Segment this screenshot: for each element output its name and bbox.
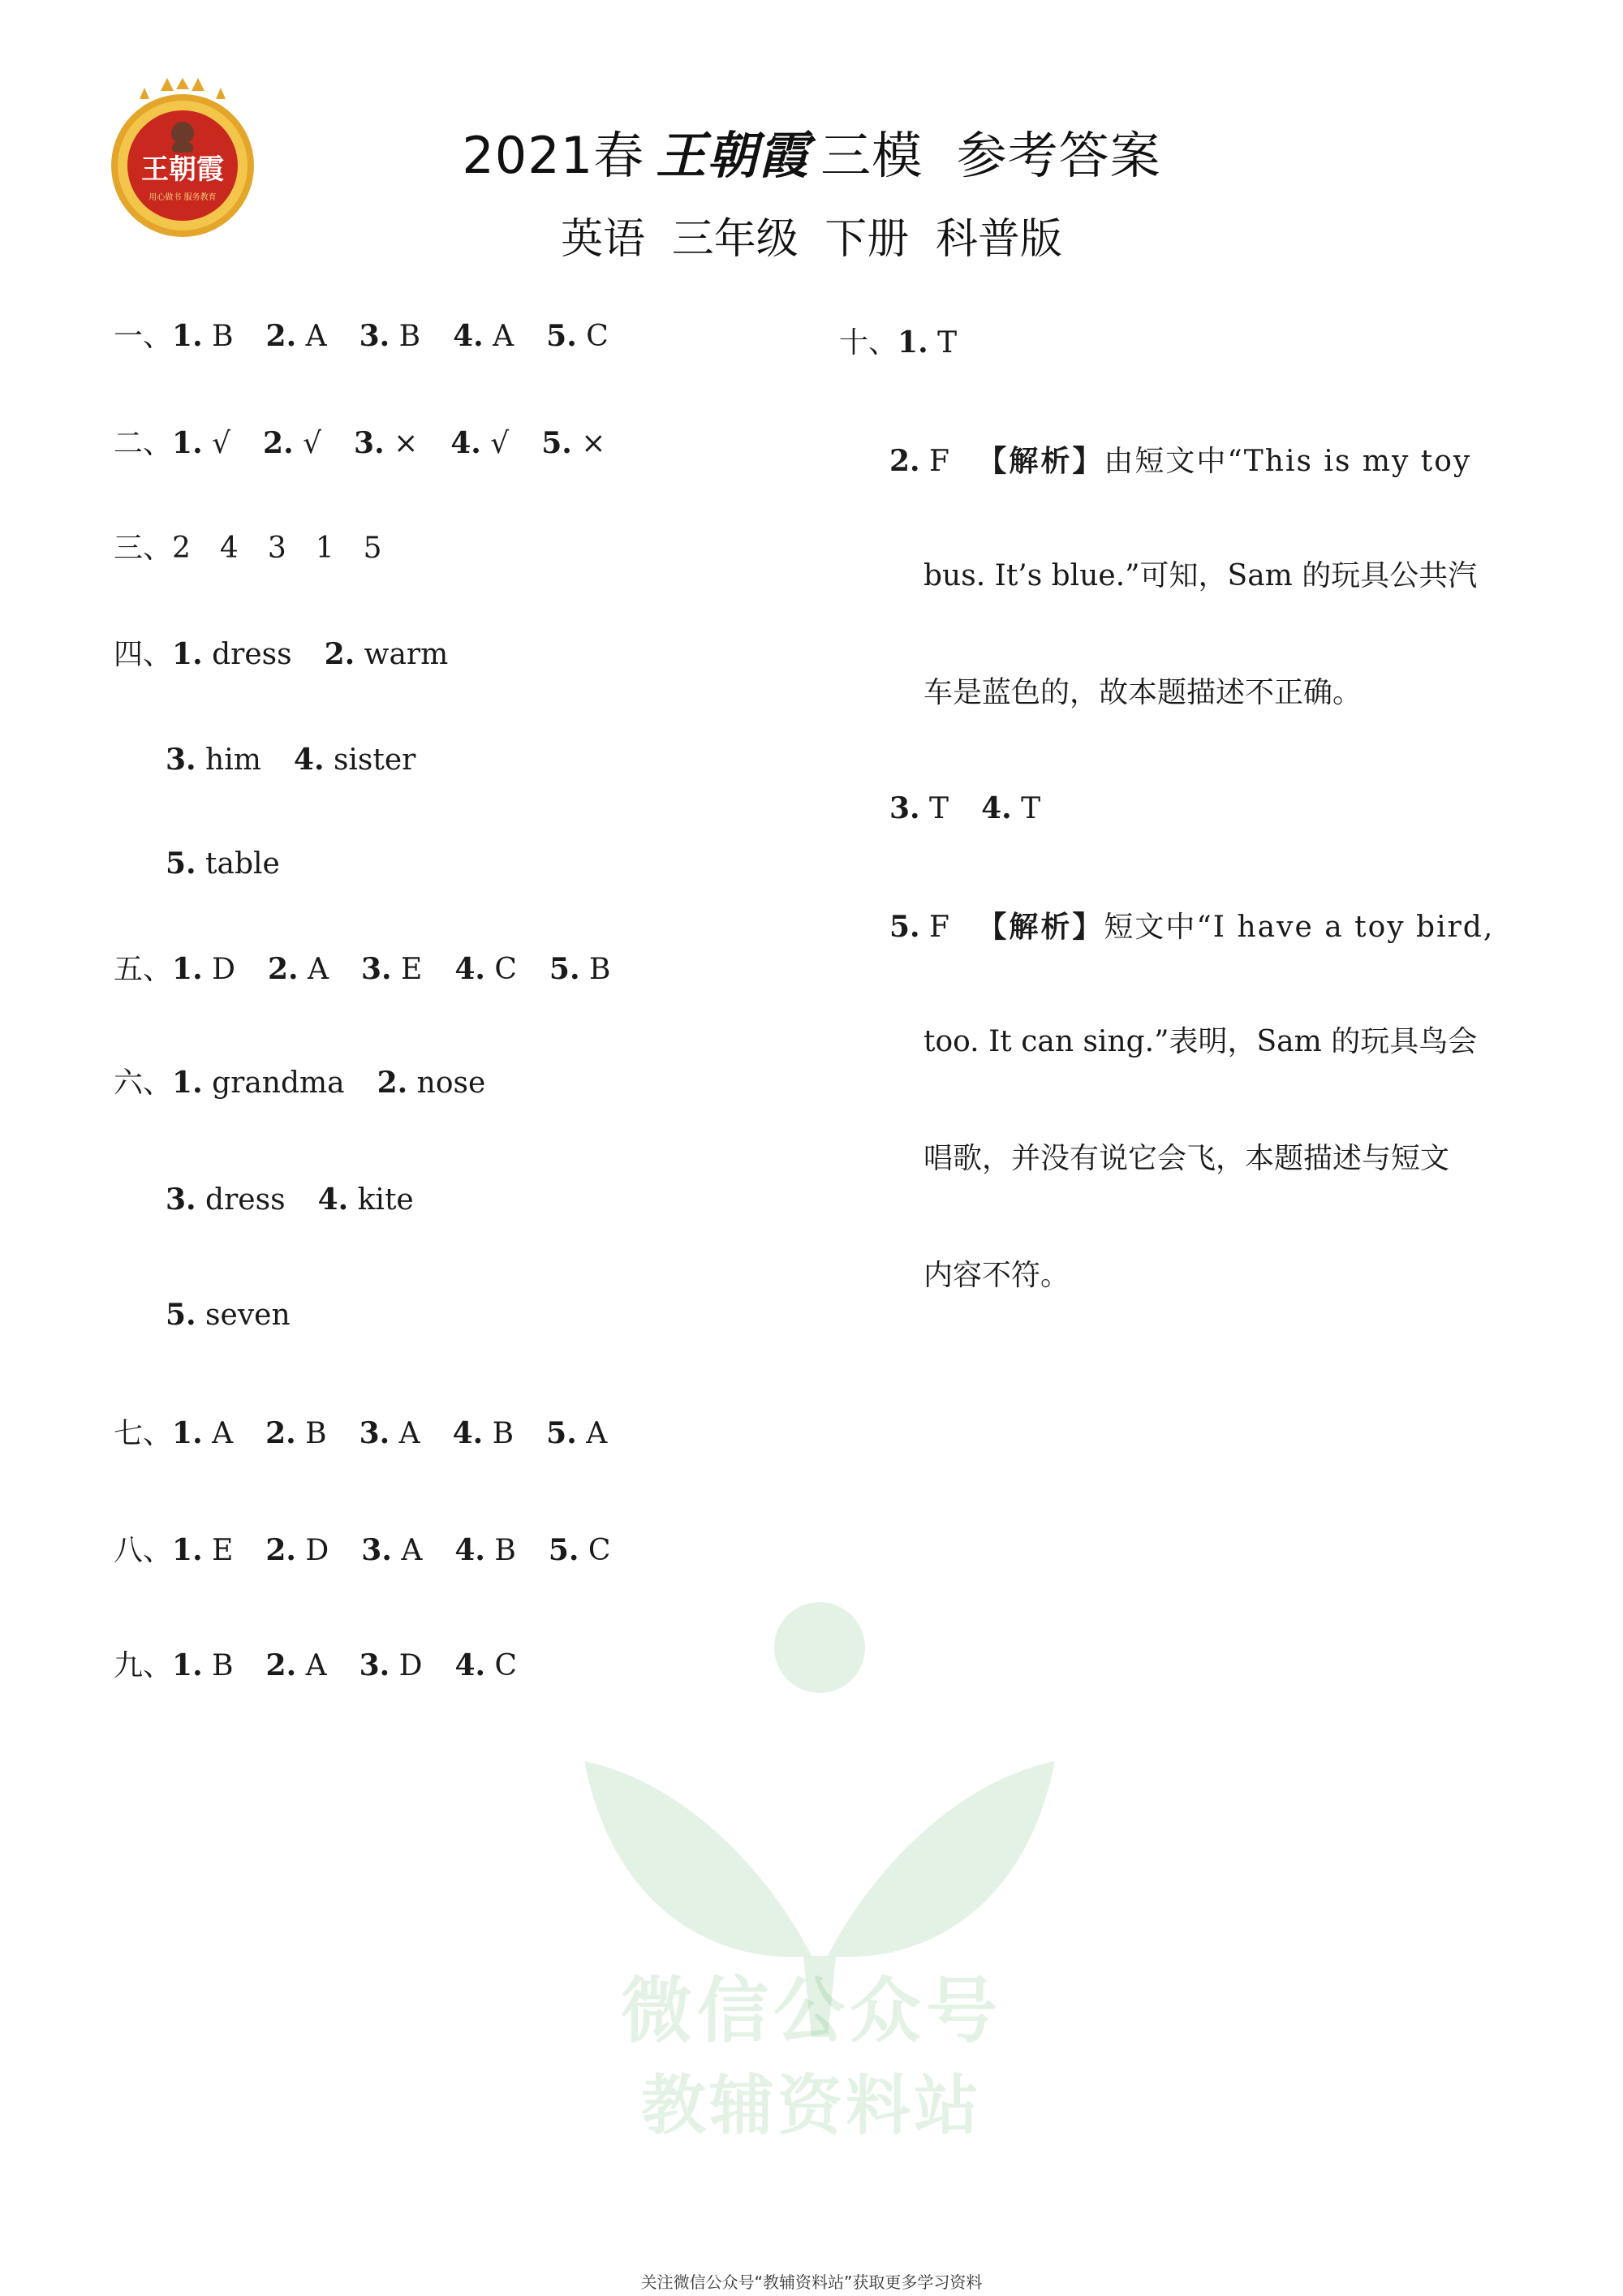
explanation-2-line1 (889, 443, 1471, 480)
answer-value: T (937, 326, 958, 360)
answer-row-q2 (114, 425, 638, 462)
answer-item: 1. √ (172, 426, 231, 460)
explanation-2-line2: bus. It’s blue.”可知，Sam 的玩具公共汽 (923, 559, 1478, 592)
answer-item: 3. E (360, 952, 423, 986)
answer-value: F (929, 445, 950, 478)
answer-item: 1 (315, 532, 334, 565)
answer-item: 4. sister (293, 743, 416, 777)
answer-item: 4. kite (317, 1182, 414, 1217)
answer-number: 1. (898, 325, 928, 360)
analysis-tag: 【解析】 (977, 910, 1104, 944)
answer-item: 5. × (541, 426, 606, 460)
section-label: 一、 (114, 320, 173, 353)
answer-item: 2. nose (377, 1066, 486, 1100)
answer-item: 5. seven (166, 1298, 291, 1332)
answer-item: 1. B (172, 319, 234, 353)
watermark-text-2: 教辅资料站 (641, 2068, 982, 2143)
answer-row-q9 (114, 1648, 549, 1684)
section-label: 五、 (114, 953, 173, 986)
explanation-text: 由短文中“This is my toy (1104, 445, 1472, 478)
analysis-tag: 【解析】 (977, 444, 1104, 478)
answer-item: 3. A (361, 1533, 423, 1567)
answer-item: 1. A (172, 1416, 234, 1450)
answer-item: 2. B (265, 1416, 327, 1450)
answer-number: 5. (889, 910, 920, 944)
answer-item: 3. T (889, 791, 949, 825)
section-label: 六、 (114, 1066, 173, 1100)
explanation-text: 短文中“I have a toy bird, (1104, 911, 1495, 944)
answer-row-q7 (114, 1415, 639, 1452)
answer-item: 4 (219, 532, 239, 565)
answer-item: 1. grandma (172, 1066, 345, 1100)
answer-row-q1 (114, 318, 641, 355)
answer-item: 3 (267, 532, 286, 565)
answer-row-q10-34 (889, 790, 1073, 827)
answer-item: 5. B (549, 952, 611, 986)
title-exam: 三模 (820, 126, 923, 185)
title-year: 2021春 (462, 126, 645, 185)
explanation-5-line1 (889, 909, 1494, 946)
section-label: 三、 (114, 532, 173, 565)
answer-item: 1. D (172, 952, 235, 986)
title-doc: 参考答案 (956, 126, 1161, 185)
explanation-5-line3: 唱歌，并没有说它会飞，本题描述与短文 (923, 1142, 1450, 1175)
explanation-5-line4: 内容不符。 (923, 1259, 1070, 1292)
section-label: 七、 (114, 1417, 173, 1450)
answer-item: 2. √ (263, 426, 322, 460)
answer-row-q6 (114, 1065, 518, 1101)
answer-item: 1. E (172, 1533, 234, 1567)
answer-item: 2 (172, 532, 191, 565)
answer-row-q6-cont (166, 1182, 446, 1218)
answer-row-q3 (114, 531, 415, 566)
section-label: 四、 (114, 638, 173, 671)
answer-item: 1. dress (172, 637, 292, 671)
answer-item: 3. dress (166, 1182, 286, 1217)
title-brand: 王朝霞 (656, 126, 810, 185)
page-title (0, 115, 1623, 187)
answer-item: 5. A (546, 1416, 608, 1450)
answer-item: 4. B (454, 1533, 516, 1567)
section-label: 九、 (114, 1649, 173, 1682)
subtitle-subject: 英语 (561, 215, 646, 264)
answer-row-q10 (839, 325, 957, 361)
answer-item: 3. him (166, 743, 261, 777)
answer-row-q6-cont (166, 1297, 323, 1333)
answer-item: 5 (363, 532, 382, 565)
answer-item: 3. A (359, 1416, 420, 1450)
answer-item: 4. √ (450, 426, 510, 460)
subtitle-grade: 三年级 (671, 215, 799, 264)
logo-slogan: 用心做书 服务教育 (149, 193, 217, 202)
answer-item: 4. T (981, 791, 1041, 825)
answer-item: 3. × (354, 426, 419, 460)
explanation-5-line2: too. It can sing.”表明，Sam 的玩具鸟会 (923, 1025, 1478, 1058)
answer-item: 2. D (265, 1533, 329, 1567)
answer-row-q8 (114, 1532, 643, 1569)
footer-note: 关注微信公众号“教辅资料站”获取更多学习资料 (640, 2272, 983, 2292)
answer-item: 4. C (454, 952, 517, 986)
subtitle-term: 下册 (824, 215, 910, 264)
answer-item: 1. B (172, 1648, 234, 1682)
answer-number: 2. (889, 444, 920, 478)
answer-value: F (929, 911, 950, 944)
answer-item: 5. table (166, 846, 280, 881)
answer-row-q4-cont (166, 742, 448, 778)
watermark-text-1: 微信公众号 (620, 1969, 1002, 2053)
section-label: 二、 (114, 427, 173, 460)
answer-item: 2. A (265, 1648, 327, 1682)
answer-item: 5. C (548, 1533, 611, 1567)
answer-item: 3. B (359, 319, 421, 353)
section-label: 八、 (114, 1534, 173, 1567)
subtitle-edition: 科普版 (935, 215, 1062, 264)
page-subtitle (0, 205, 1623, 265)
answer-item: 3. D (359, 1648, 423, 1682)
answer-item: 4. B (452, 1416, 514, 1450)
answer-item: 2. A (265, 319, 327, 353)
answer-row-q5 (114, 951, 643, 988)
answer-item: 2. A (267, 952, 329, 986)
answer-item: 5. C (546, 319, 609, 353)
logo-brand: 王朝霞 (141, 153, 224, 186)
explanation-2-line3: 车是蓝色的，故本题描述不正确。 (923, 676, 1363, 709)
answer-row-q4-cont (166, 846, 312, 882)
answer-item: 4. C (454, 1648, 518, 1682)
section-label: 十、 (839, 326, 898, 360)
answer-item: 2. warm (324, 637, 449, 671)
answer-row-q4 (114, 636, 480, 673)
answer-item: 4. A (453, 319, 514, 353)
